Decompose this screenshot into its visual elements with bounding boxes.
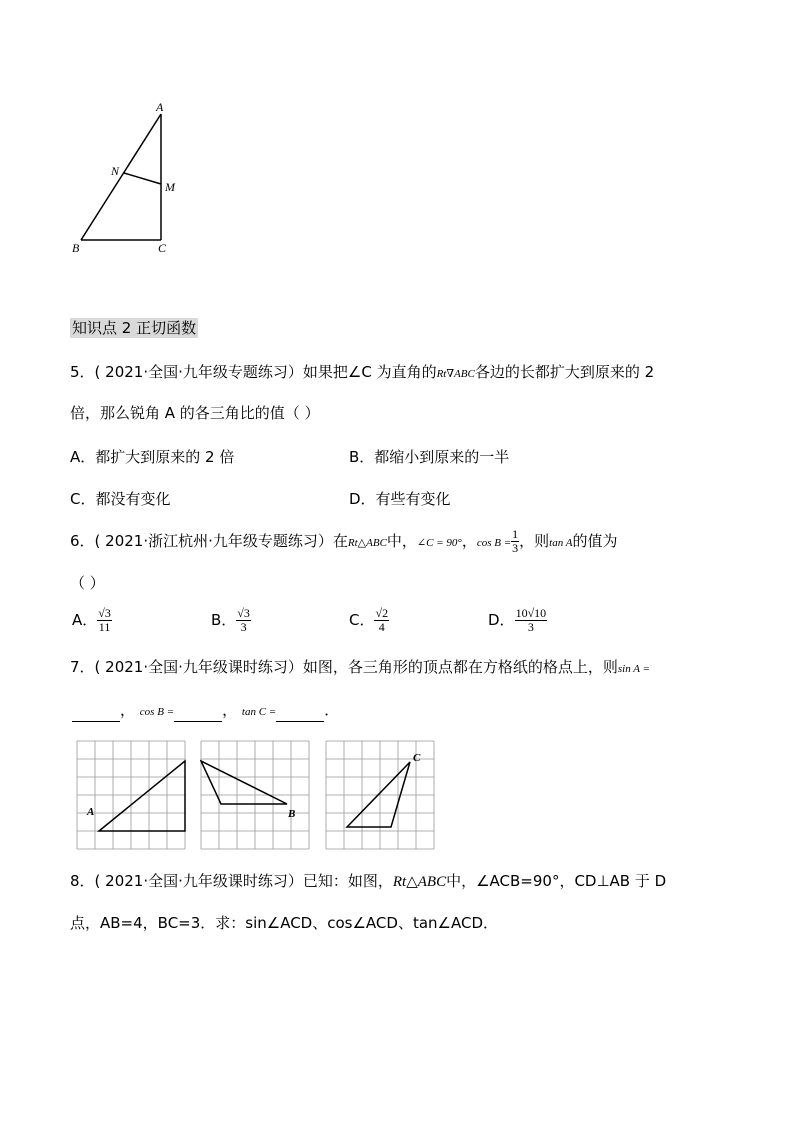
q6-line1 — [70, 528, 618, 555]
q6-option-d-num: 10√10 — [515, 606, 547, 620]
label-C: C — [158, 241, 167, 255]
q6-option-a-num: √3 — [98, 606, 111, 620]
q8-rt: Rt△ABC — [392, 874, 447, 890]
q6-then: ，则 — [519, 532, 550, 550]
q7-blank-2[interactable] — [174, 707, 222, 722]
q5-line2: 倍，那么锐角 A 的各三角比的值（ ） — [70, 404, 320, 422]
q6-cos-num: 1 — [512, 527, 519, 541]
q6-option-c-num: √2 — [375, 606, 389, 620]
q6-tail: 的值为 — [572, 532, 618, 550]
q7-sinA: sin A = — [617, 663, 650, 675]
q7-line2 — [72, 700, 339, 722]
q5-text-b: 各边的长都扩大到原来的 2 — [474, 363, 655, 381]
section-title — [70, 318, 198, 338]
section-label: 知识点 2 正切函数 — [72, 319, 197, 337]
q7-blank-1[interactable] — [72, 707, 120, 722]
triangle-1 — [99, 761, 185, 831]
q6-line2: （ ） — [70, 574, 105, 592]
label-B: B — [72, 241, 80, 255]
q7-period: ． — [324, 701, 340, 719]
q6-angle: ∠C = 90° — [416, 537, 462, 549]
q6-option-b — [211, 607, 251, 634]
q5-rt: Rt∇ABC — [436, 368, 475, 380]
q6-option-d-den: 3 — [527, 620, 534, 634]
label-M: M — [165, 180, 175, 194]
q8-line1 — [70, 871, 666, 892]
q6-option-c-label: C． — [349, 611, 375, 629]
q7-blank-3[interactable] — [276, 707, 324, 722]
grid2-label-B: B — [288, 808, 296, 820]
q6-option-a — [72, 607, 112, 634]
grid3-label-C: C — [413, 752, 421, 764]
q6-option-d — [488, 607, 547, 634]
q5-text-a: 5．( 2021·全国·九年级专题练习）如果把∠C 为直角的 — [70, 363, 437, 381]
q6-tan: tan A — [549, 537, 573, 549]
q6-option-a-frac — [97, 607, 112, 634]
grid-figure-2 — [200, 740, 316, 852]
q5-option-c: C．都没有变化 — [70, 490, 171, 508]
q5-line1 — [70, 362, 654, 384]
q7-cosB: cos B = — [139, 706, 175, 718]
q6-option-b-frac — [236, 607, 251, 634]
q6-text-a: 6．( 2021·浙江杭州·九年级专题练习）在 — [70, 532, 348, 550]
q6-option-c — [349, 607, 389, 634]
q7-text: 7．( 2021·全国·九年级课时练习）如图，各三角形的顶点都在方格纸的格点上，则 — [70, 658, 618, 676]
q6-option-d-label: D． — [488, 611, 515, 629]
q6-option-b-label: B． — [211, 611, 237, 629]
q7-tanC: tan C = — [241, 706, 277, 718]
q6-rt: Rt△ABC — [347, 537, 387, 549]
q5-option-d: D．有些有变化 — [349, 490, 451, 508]
grid1-label-A: A — [87, 806, 95, 818]
grid-figure-1 — [76, 740, 192, 852]
q6-cos: cos B = — [476, 537, 512, 549]
q6-mid: 中， — [386, 532, 417, 550]
triangle-figure — [66, 96, 196, 261]
q6-option-d-frac — [515, 607, 548, 634]
q6-cos-den: 3 — [512, 541, 519, 555]
q5-option-a: A．都扩大到原来的 2 倍 — [70, 448, 235, 466]
q6-comma: ， — [461, 532, 477, 550]
q7-comma1: ， — [120, 701, 136, 719]
grid-lines-1 — [77, 741, 185, 849]
q6-option-a-den: 11 — [98, 620, 111, 634]
grid-figure-3 — [325, 740, 441, 852]
q8-text-a: 8．( 2021·全国·九年级课时练习）已知：如图， — [70, 872, 393, 890]
label-A: A — [156, 100, 164, 114]
q6-option-c-den: 4 — [378, 620, 385, 634]
label-N: N — [111, 164, 120, 178]
q8-text-b: 中，∠ACB=90°，CD⊥AB 于 D — [446, 872, 667, 890]
q8-line2: 点，AB=4，BC=3．求：sin∠ACD、cos∠ACD、tan∠ACD． — [70, 914, 498, 932]
triangle-2 — [201, 761, 287, 804]
q6-option-a-label: A． — [72, 611, 98, 629]
q6-option-b-den: 3 — [240, 620, 247, 634]
triangle-3 — [347, 762, 410, 827]
q6-option-c-frac — [374, 607, 389, 634]
q5-option-b: B．都缩小到原来的一半 — [349, 448, 510, 466]
q7-line1 — [70, 657, 650, 679]
q7-comma2: ， — [222, 701, 238, 719]
q6-cos-fraction — [511, 528, 519, 555]
q6-option-b-num: √3 — [237, 606, 250, 620]
